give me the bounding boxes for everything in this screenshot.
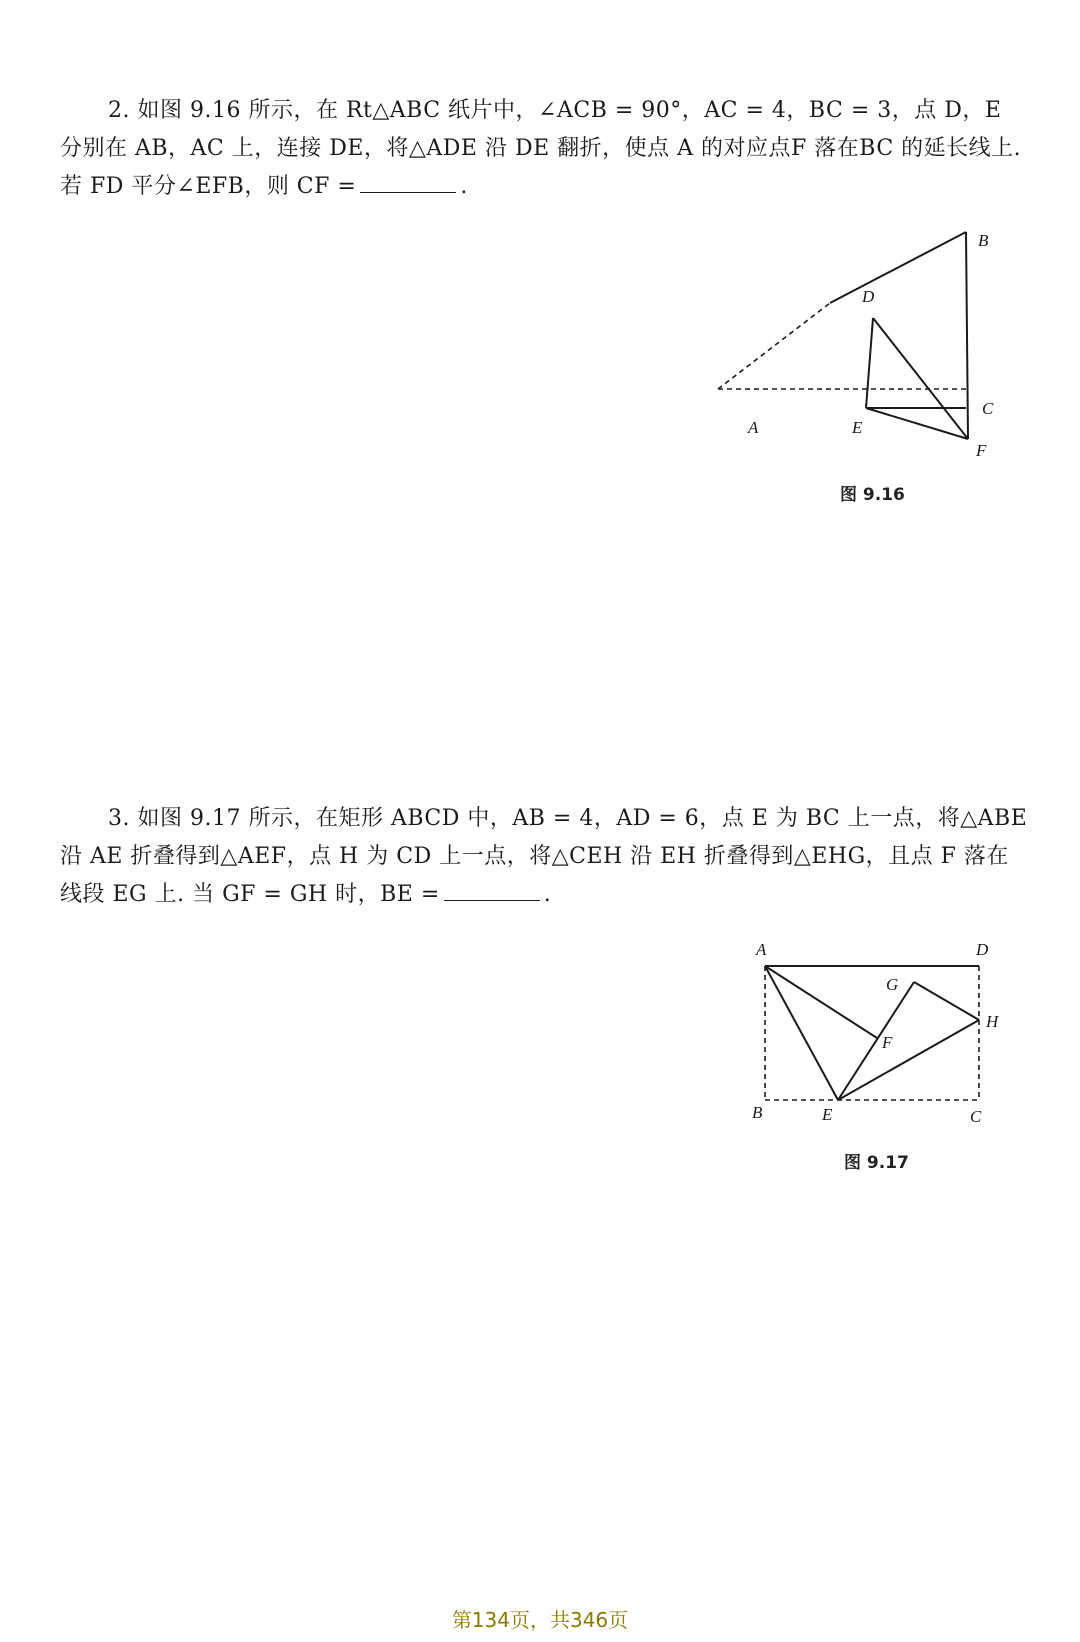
label-E: E [822,1105,833,1124]
page-footer: 第134页，共346页 [451,1608,629,1632]
edge-EH [838,1020,979,1100]
label-E: E [852,418,863,437]
edge-AB-dashed [718,303,830,389]
edge-GH [914,982,979,1020]
figure-9-16-caption: 图 9.16 [840,485,905,505]
figure-9-17 [740,930,1010,1140]
label-C: C [970,1107,982,1126]
label-F: F [976,441,987,460]
label-H: H [986,1012,999,1031]
label-A: A [756,940,767,959]
edge-AE [765,966,838,1100]
label-F: F [882,1033,893,1052]
label-G: G [886,975,899,994]
problem-3 [60,800,1030,914]
problem-3-text: 3. 如图 9.17 所示，在矩形 ABCD 中，AB = 4，AD = 6，点 E 为 BC 上一点，将△ABE 沿 AE 折叠得到△AEF，点 H 为 CD 上一点，将△CEH 沿 EH 折叠得到△EHG，且点 F 落在线段 EG 上. 当 GF = GH 时，BE = . [60,806,1028,907]
label-D: D [862,287,875,306]
figure-9-17-caption: 图 9.17 [844,1153,909,1173]
edge-DE [866,318,873,408]
label-A: A [748,418,759,437]
edge-EG [838,982,914,1100]
figure-9-16 [700,220,1000,470]
edge-AF [765,966,877,1038]
edge-DB [830,232,966,303]
answer-blank [444,878,540,901]
label-C: C [982,399,994,418]
edge-BF [966,232,968,439]
answer-blank [360,170,456,193]
problem-2-text: 2. 如图 9.16 所示，在 Rt△ABC 纸片中，∠ACB = 90°，AC = 4，BC = 3，点 D，E 分别在 AB，AC 上，连接 DE，将△ADE 沿 DE 翻折，使点 A 的对应点F 落在BC 的延长线上. 若 FD 平分∠EFB，则 CF = . [60,98,1022,199]
label-B: B [752,1103,763,1122]
edge-EF [866,408,968,439]
label-B: B [978,231,989,250]
label-D: D [976,940,989,959]
edge-DF [873,318,968,439]
problem-2 [60,92,1030,206]
